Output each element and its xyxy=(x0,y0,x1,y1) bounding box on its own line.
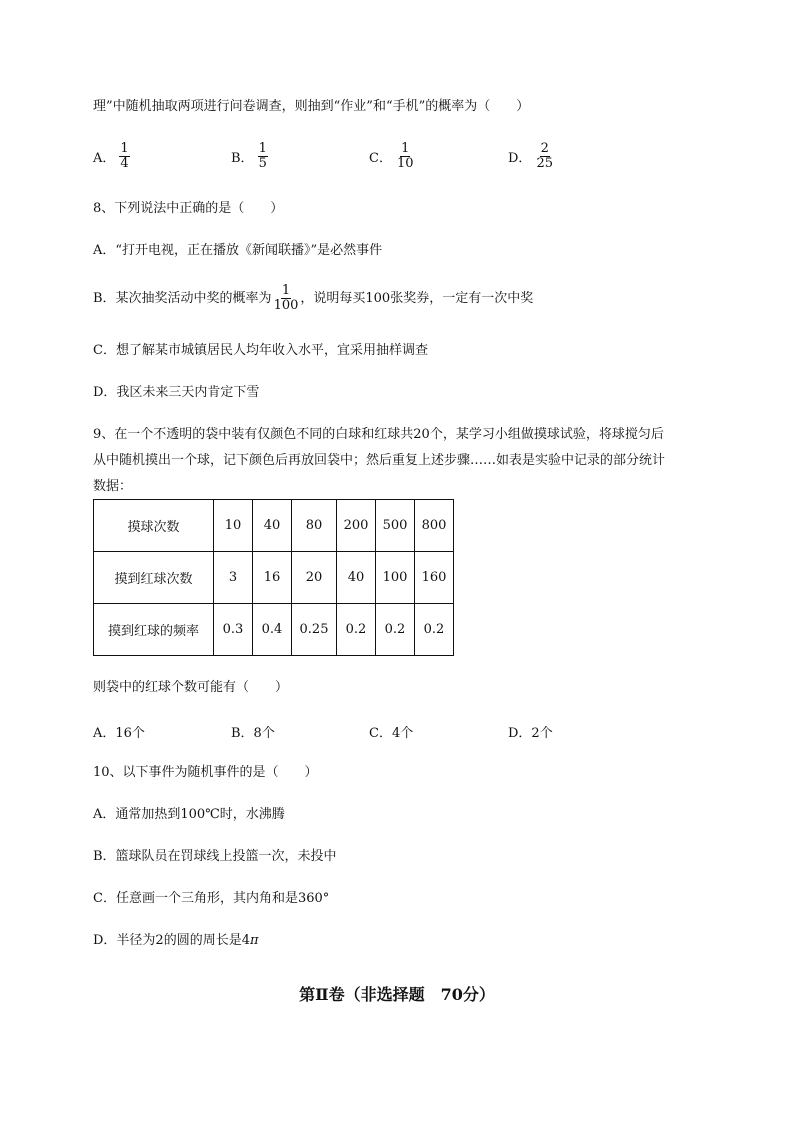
option-label: C． xyxy=(369,151,392,166)
option-label: A． xyxy=(93,151,116,166)
row-header: 摸到红球次数 xyxy=(94,552,214,604)
q8-option-c: C．想了解某市城镇居民人均年收入水平，宜采用抽样调查 xyxy=(93,343,428,358)
stats-table xyxy=(93,499,454,656)
q7-option-a xyxy=(93,142,131,171)
table-cell: 200 xyxy=(337,500,376,552)
table-cell: 20 xyxy=(292,552,337,604)
q8-option-d: D．我区未来三天内肯定下雪 xyxy=(93,385,260,400)
table-cell: 0.4 xyxy=(253,604,292,656)
q8-option-b xyxy=(93,284,533,313)
table-cell: 800 xyxy=(415,500,454,552)
table-cell: 80 xyxy=(292,500,337,552)
q7-option-b xyxy=(231,142,269,171)
q7-option-c xyxy=(369,142,416,171)
table-cell: 16 xyxy=(253,552,292,604)
q9-option-a: A．16个 xyxy=(93,726,145,741)
table-row xyxy=(94,604,454,656)
q10-option-a: A．通常加热到100℃时，水沸腾 xyxy=(93,807,285,822)
pi-symbol: π xyxy=(249,933,259,948)
q7-stem: 理”中随机抽取两项进行问卷调查，则抽到“作业”和“手机”的概率为（ ） xyxy=(93,99,530,114)
table-cell: 0.3 xyxy=(214,604,253,656)
q10-stem: 10、以下事件为随机事件的是（ ） xyxy=(93,765,318,780)
section-title: 第Ⅱ卷（非选择题 70分） xyxy=(299,985,495,1004)
q9-stem-line-3: 数据： xyxy=(93,479,133,494)
fraction: $\frac{2}{25}$ xyxy=(536,141,553,171)
table-cell: 0.2 xyxy=(415,604,454,656)
q9-option-c: C．4个 xyxy=(369,726,414,741)
option-text: ，说明每买100张奖券，一定有一次中奖 xyxy=(300,290,534,306)
q7-option-d xyxy=(508,142,555,171)
q8-stem: 8、下列说法中正确的是（ ） xyxy=(93,201,284,216)
q9-question: 则袋中的红球个数可能有（ ） xyxy=(93,680,289,695)
table-row xyxy=(94,500,454,552)
table-cell: 100 xyxy=(376,552,415,604)
q9-stem-line-1: 9、在一个不透明的袋中装有仅颜色不同的白球和红球共20个，某学习小组做摸球试验，将球搅匀后 xyxy=(93,427,664,442)
table-cell: 40 xyxy=(337,552,376,604)
option-text: B．某次抽奖活动中奖的概率为 xyxy=(93,290,272,306)
option-label: B． xyxy=(231,151,254,166)
fraction: $\frac{1}{5}$ xyxy=(258,141,267,171)
table-cell: 0.2 xyxy=(337,604,376,656)
table-cell: 0.2 xyxy=(376,604,415,656)
row-header: 摸球次数 xyxy=(94,500,214,552)
fraction: $\frac{1}{4}$ xyxy=(120,141,129,171)
q8-option-a: A．“打开电视，正在播放《新闻联播》”是必然事件 xyxy=(93,243,383,258)
table-cell: 160 xyxy=(415,552,454,604)
row-header: 摸到红球的频率 xyxy=(94,604,214,656)
option-text: D．半径为2的圆的周长是4 xyxy=(93,933,250,948)
q10-option-d xyxy=(93,932,259,950)
table-cell: 3 xyxy=(214,552,253,604)
table-cell: 40 xyxy=(253,500,292,552)
q10-option-b: B．篮球队员在罚球线上投篮一次，未投中 xyxy=(93,849,337,864)
q10-option-c: C．任意画一个三角形，其内角和是360° xyxy=(93,891,330,906)
q9-option-d: D．2个 xyxy=(508,726,553,741)
option-label: D． xyxy=(508,151,532,166)
fraction: $\frac{1}{100}$ xyxy=(273,283,299,313)
table-cell: 0.25 xyxy=(292,604,337,656)
fraction: $\frac{1}{10}$ xyxy=(396,141,414,171)
q9-stem-line-2: 从中随机摸出一个球，记下颜色后再放回袋中；然后重复上述步骤……如表是实验中记录的部分统计 xyxy=(93,453,666,468)
table-row xyxy=(94,552,454,604)
q9-option-b: B．8个 xyxy=(231,726,275,741)
table-cell: 500 xyxy=(376,500,415,552)
table-cell: 10 xyxy=(214,500,253,552)
